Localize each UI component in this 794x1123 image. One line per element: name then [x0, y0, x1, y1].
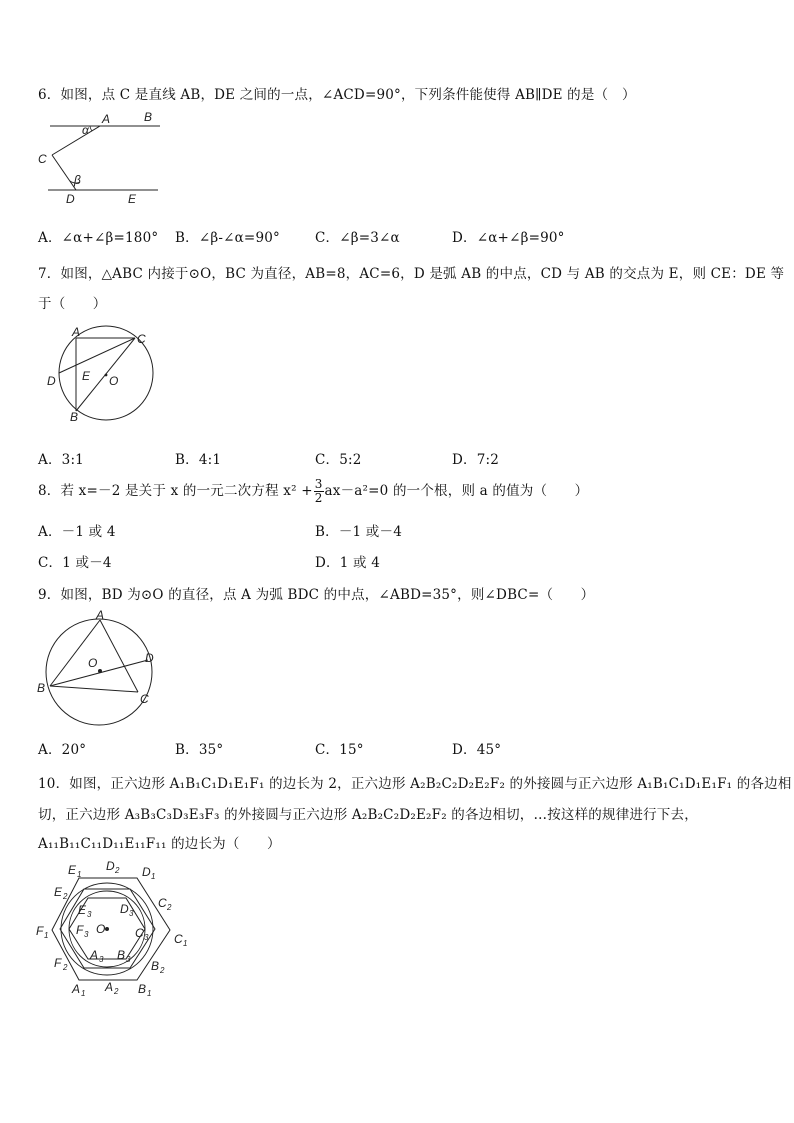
q6-label-beta: β	[74, 173, 81, 187]
q10-sub-C1: 1	[183, 939, 188, 948]
q9-label-C: C	[140, 692, 149, 706]
q6-label-B: B	[144, 110, 153, 124]
q10-label-A2: A	[105, 980, 114, 994]
q8-option-a: A．－1 或 4	[38, 524, 116, 540]
q10-label-F1: F	[36, 924, 44, 938]
q8-fraction	[314, 478, 324, 505]
q10-sub-A1: 1	[81, 989, 86, 998]
q10-label-D3: D	[120, 902, 129, 916]
q10-label-F3: F	[76, 923, 84, 937]
q9-label-D: D	[145, 651, 154, 665]
q9-option-a: A．20°	[38, 742, 87, 758]
q6-label-A: A	[102, 112, 111, 126]
q6-label-E: E	[128, 192, 137, 206]
q7-stem-line1: 7．如图，△ABC 内接于⊙O，BC 为直径，AB=8，AC=6，D 是弧 AB 的中点，CD 与 AB 的交点为 E，则 CE：DE 等	[38, 266, 785, 282]
q10-sub-D1: 1	[151, 872, 156, 881]
q10-label-C2: C	[158, 896, 167, 910]
q7-figure	[42, 325, 167, 425]
q7-label-B: B	[70, 410, 79, 424]
q9-label-B: B	[37, 681, 46, 695]
q6-label-D: D	[66, 192, 75, 206]
q10-sub-B2: 2	[160, 966, 165, 975]
q10-line2: 切，正六边形 A₃B₃C₃D₃E₃F₃ 的外接圆与正六边形 A₂B₂C₂D₂E₂F₂ 的各边相切，…按这样的规律进行下去，	[38, 807, 698, 823]
q10-label-C1: C	[174, 932, 183, 946]
q7-option-c: C．5:2	[315, 452, 362, 468]
q6-option-d: D．∠α+∠β=90°	[452, 230, 565, 246]
q8-option-c: C．1 或－4	[38, 555, 112, 571]
q8-stem	[38, 478, 588, 505]
q7-option-b: B．4:1	[175, 452, 222, 468]
q10-line1: 10．如图，正六边形 A₁B₁C₁D₁E₁F₁ 的边长为 2，正六边形 A₂B₂C₂D₂E₂F₂ 的外接圆与正六边形 A₁B₁C₁D₁E₁F₁ 的各边相	[38, 776, 792, 792]
q6-option-b: B．∠β-∠α=90°	[175, 230, 280, 246]
q9-option-c: C．15°	[315, 742, 364, 758]
q10-label-D2: D	[106, 860, 115, 873]
q8-stem-after: ax－a²=0 的一个根，则 a 的值为（ ）	[324, 483, 589, 499]
q6-option-c: C．∠β=3∠α	[315, 230, 400, 246]
q7-option-d: D．7:2	[452, 452, 500, 468]
q9-figure	[34, 610, 159, 730]
q6-stem: 6．如图，点 C 是直线 AB，DE 之间的一点，∠ACD=90°，下列条件能使得 AB∥DE 的是（ ）	[38, 87, 636, 103]
q10-sub-C3: 3	[144, 933, 149, 942]
q8-option-d: D．1 或 4	[315, 555, 380, 571]
q10-label-B3: B	[117, 948, 126, 962]
q10-sub-E3: 3	[87, 910, 92, 919]
q9-option-b: B．35°	[175, 742, 224, 758]
q8-fraction-numerator: 3	[314, 477, 323, 491]
q10-sub-D3: 3	[129, 909, 134, 918]
q10-sub-A3: 3	[99, 955, 104, 964]
q7-label-A: A	[72, 325, 81, 339]
q6-label-C: C	[38, 152, 47, 166]
q10-figure	[34, 860, 194, 1000]
q10-sub-B1: 1	[147, 989, 152, 998]
q10-label-B1: B	[138, 982, 147, 996]
q9-option-d: D．45°	[452, 742, 502, 758]
q10-sub-F3: 3	[84, 930, 89, 939]
q9-label-O: O	[88, 656, 98, 670]
q10-label-A3: A	[90, 948, 99, 962]
q10-sub-E1: 1	[77, 870, 82, 879]
q10-label-A1: A	[72, 982, 81, 996]
q10-sub-C2: 2	[167, 903, 172, 912]
q6-label-alpha: α	[82, 123, 89, 137]
q10-label-E2: E	[54, 885, 63, 899]
q8-stem-before: 8．若 x=－2 是关于 x 的一元二次方程 x² +	[38, 483, 313, 499]
q7-label-C: C	[137, 332, 146, 346]
q10-label-B2: B	[151, 959, 160, 973]
q8-fraction-denominator: 2	[314, 491, 323, 505]
q9-stem: 9．如图，BD 为⊙O 的直径，点 A 为弧 BDC 的中点，∠ABD=35°，则∠DBC=（ ）	[38, 587, 595, 603]
q10-line3: A₁₁B₁₁C₁₁D₁₁E₁₁F₁₁ 的边长为（ ）	[38, 836, 281, 852]
q8-option-b: B．－1 或－4	[315, 524, 402, 540]
q7-label-E: E	[82, 369, 91, 383]
q10-sub-D2: 2	[115, 866, 120, 875]
q10-label-E1: E	[68, 863, 77, 877]
q9-label-A: A	[96, 610, 105, 622]
q7-stem-line2: 于（ ）	[38, 296, 107, 312]
q10-sub-E2: 2	[63, 892, 68, 901]
q7-label-O: O	[109, 374, 119, 388]
q10-sub-A2: 2	[114, 987, 119, 996]
q7-label-D: D	[47, 374, 56, 388]
q10-label-D1: D	[142, 865, 151, 879]
q10-label-O: O	[96, 922, 106, 936]
q10-label-F2: F	[54, 956, 62, 970]
q10-label-C3: C	[135, 926, 144, 940]
q10-label-E3: E	[78, 903, 87, 917]
q10-sub-F1: 1	[44, 931, 49, 940]
q10-sub-B3: 3	[126, 955, 131, 964]
q6-option-a: A．∠α+∠β=180°	[38, 230, 159, 246]
q6-figure	[34, 108, 164, 208]
q7-option-a: A．3:1	[38, 452, 84, 468]
q10-sub-F2: 2	[63, 963, 68, 972]
